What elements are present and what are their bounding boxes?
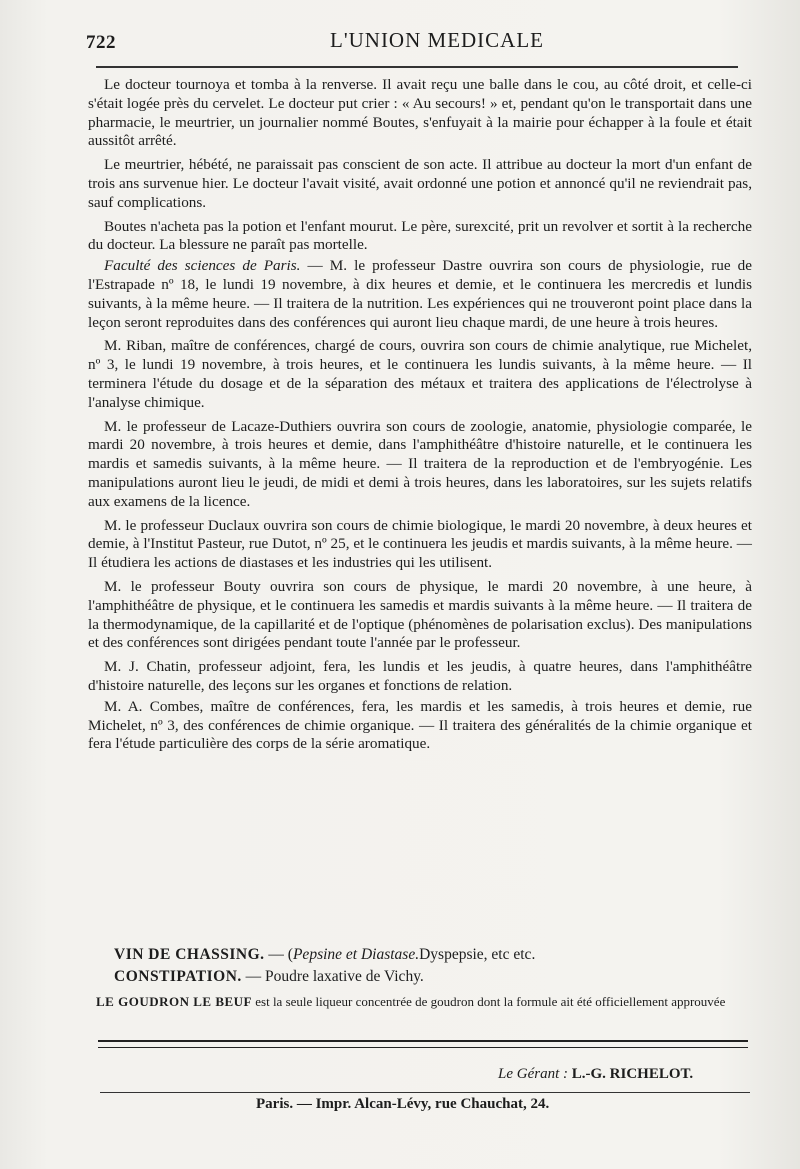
ad-constipation <box>114 966 746 988</box>
paragraph: Le docteur tournoya et tomba à la renverse. Il avait reçu une balle dans le cou, au côté droit, et celle-ci s'était logée près du cervelet. Le docteur put crier : « Au secours! » et, pendant qu'on le transportait dans une pharmacie, le meurtrier, un journalier nommé Boutes, s'enfuyait à la mairie pour échapper à la foule et était aussitôt arrêté. <box>88 76 752 150</box>
ad-constipation-text: — Poudre laxative de Vichy. <box>241 968 424 985</box>
paragraph: M. Riban, maître de conférences, chargé de cours, ouvrira son cours de chimie analytique, rue Michelet, nº 3, le lundi 19 novembre, à trois heures, et le continuera les lundis suivants, à la même heure. — Il terminera l'étude du dosage et de la séparation des métaux et traitera des applications de l'électrolyse à l'analyse chimique. <box>88 337 752 411</box>
ad-goudron <box>96 994 746 1009</box>
printer-imprint: Paris. — Impr. Alcan-Lévy, rue Chauchat, 24. <box>256 1096 550 1112</box>
running-title: L'UNION MEDICALE <box>330 28 545 52</box>
faculty-paragraph <box>88 257 752 332</box>
faculty-text: — M. le professeur Dastre ouvrira son cours de physiologie, rue de l'Estrapade nº 18, le lundi 19 novembre, à dix heures et demie, et le continuera les mercredis et lundis suivants, à la même heure. — Il traitera de la nutrition. Les expériences qui ne trouveront point place dans la leçon seront reproduites dans des conférences qui auront lieu chaque mardi, de une heure à trois heures. <box>88 257 752 331</box>
gerant-name: L.-G. RICHELOT. <box>568 1066 694 1082</box>
paragraph: M. le professeur Duclaux ouvrira son cours de chimie biologique, le mardi 20 novembre, à deux heures et demie, à l'Institut Pasteur, rue Dutot, nº 25, et le continuera les jeudis et mardis suivants, à la même heure. — Il étudiera les actions de diastases et les industries qui les utilisent. <box>88 516 752 572</box>
ad-vin <box>114 944 746 966</box>
ad-vin-name: VIN DE CHASSING. <box>114 946 265 963</box>
paragraph: M. A. Combes, maître de conférences, fera, les mardis et les samedis, à trois heures et demie, rue Michelet, nº 3, des conférences de chimie organique. — Il traitera des généralités de la chimie organique et fera l'étude particulière des corps de la série aromatique. <box>88 697 752 753</box>
paragraph: M. le professeur de Lacaze-Duthiers ouvrira son cours de zoologie, anatomie, physiologie comparée, le mardi 20 novembre, à trois heures et demie, dans l'amphithéâtre d'histoire naturelle, et le continuera les mardis et samedis suivants, à la même heure. — Il traitera de la reproduction et de l'embryogénie. Les manipulations auront lieu le jeudi, de midi et demi à trois heures, dans les laboratoires, sur les sujets relatifs aux examens de la licence. <box>88 417 752 510</box>
advertisements <box>96 944 746 1009</box>
page-number: 722 <box>86 32 116 53</box>
footer-double-rule <box>98 1040 748 1048</box>
ad-vin-italic: Pepsine et Diastase. <box>292 946 420 963</box>
paragraph: M. le professeur Bouty ouvrira son cours de physique, le mardi 20 novembre, à une heure, à l'amphithéâtre de physique, et le continuera les samedis et mardis suivants à la même heure. — Il traitera de la thermodynamique, de la capillarité et de l'optique (phénomènes de polarisation exclus). Des manipulations et des conférences sont dirigées pendant toute l'année par le professeur. <box>88 577 752 652</box>
paragraph: M. J. Chatin, professeur adjoint, fera, les lundis et les jeudis, à quatre heures, dans l'amphithéâtre d'histoire naturelle, des leçons sur les organes et fonctions de relation. <box>88 658 752 694</box>
ad-constipation-name: CONSTIPATION. <box>114 968 242 985</box>
faculty-title: Faculté des sciences de Paris. <box>104 257 301 275</box>
paragraph: Le meurtrier, hébété, ne paraissait pas conscient de son acte. Il attribue au docteur la mort d'un enfant de trois ans survenue hier. Le docteur l'avait visité, avait ordonné une potion et annoncé qu'il ne reviendrait pas, sauf complications. <box>88 156 752 211</box>
gerant-label: Le Gérant : <box>498 1066 568 1082</box>
ad-vin-text-2: Dyspepsie, etc etc. <box>419 946 536 963</box>
ad-vin-text: — ( <box>264 946 293 963</box>
ad-goudron-text: est la seule liqueur concentrée de goudron dont la formule ait été officiellement approuvée <box>252 994 726 1009</box>
page-header <box>86 22 746 52</box>
gerant-signature <box>498 1066 693 1083</box>
ad-goudron-name: LE GOUDRON LE BEUF <box>96 994 252 1009</box>
article-body <box>88 76 752 759</box>
paragraph: Boutes n'acheta pas la potion et l'enfant mourut. Le père, surexcité, prit un revolver et sortit à la recherche du docteur. La blessure ne paraît pas mortelle. <box>88 217 752 254</box>
footer-rule <box>100 1092 750 1093</box>
header-rule <box>96 66 738 68</box>
